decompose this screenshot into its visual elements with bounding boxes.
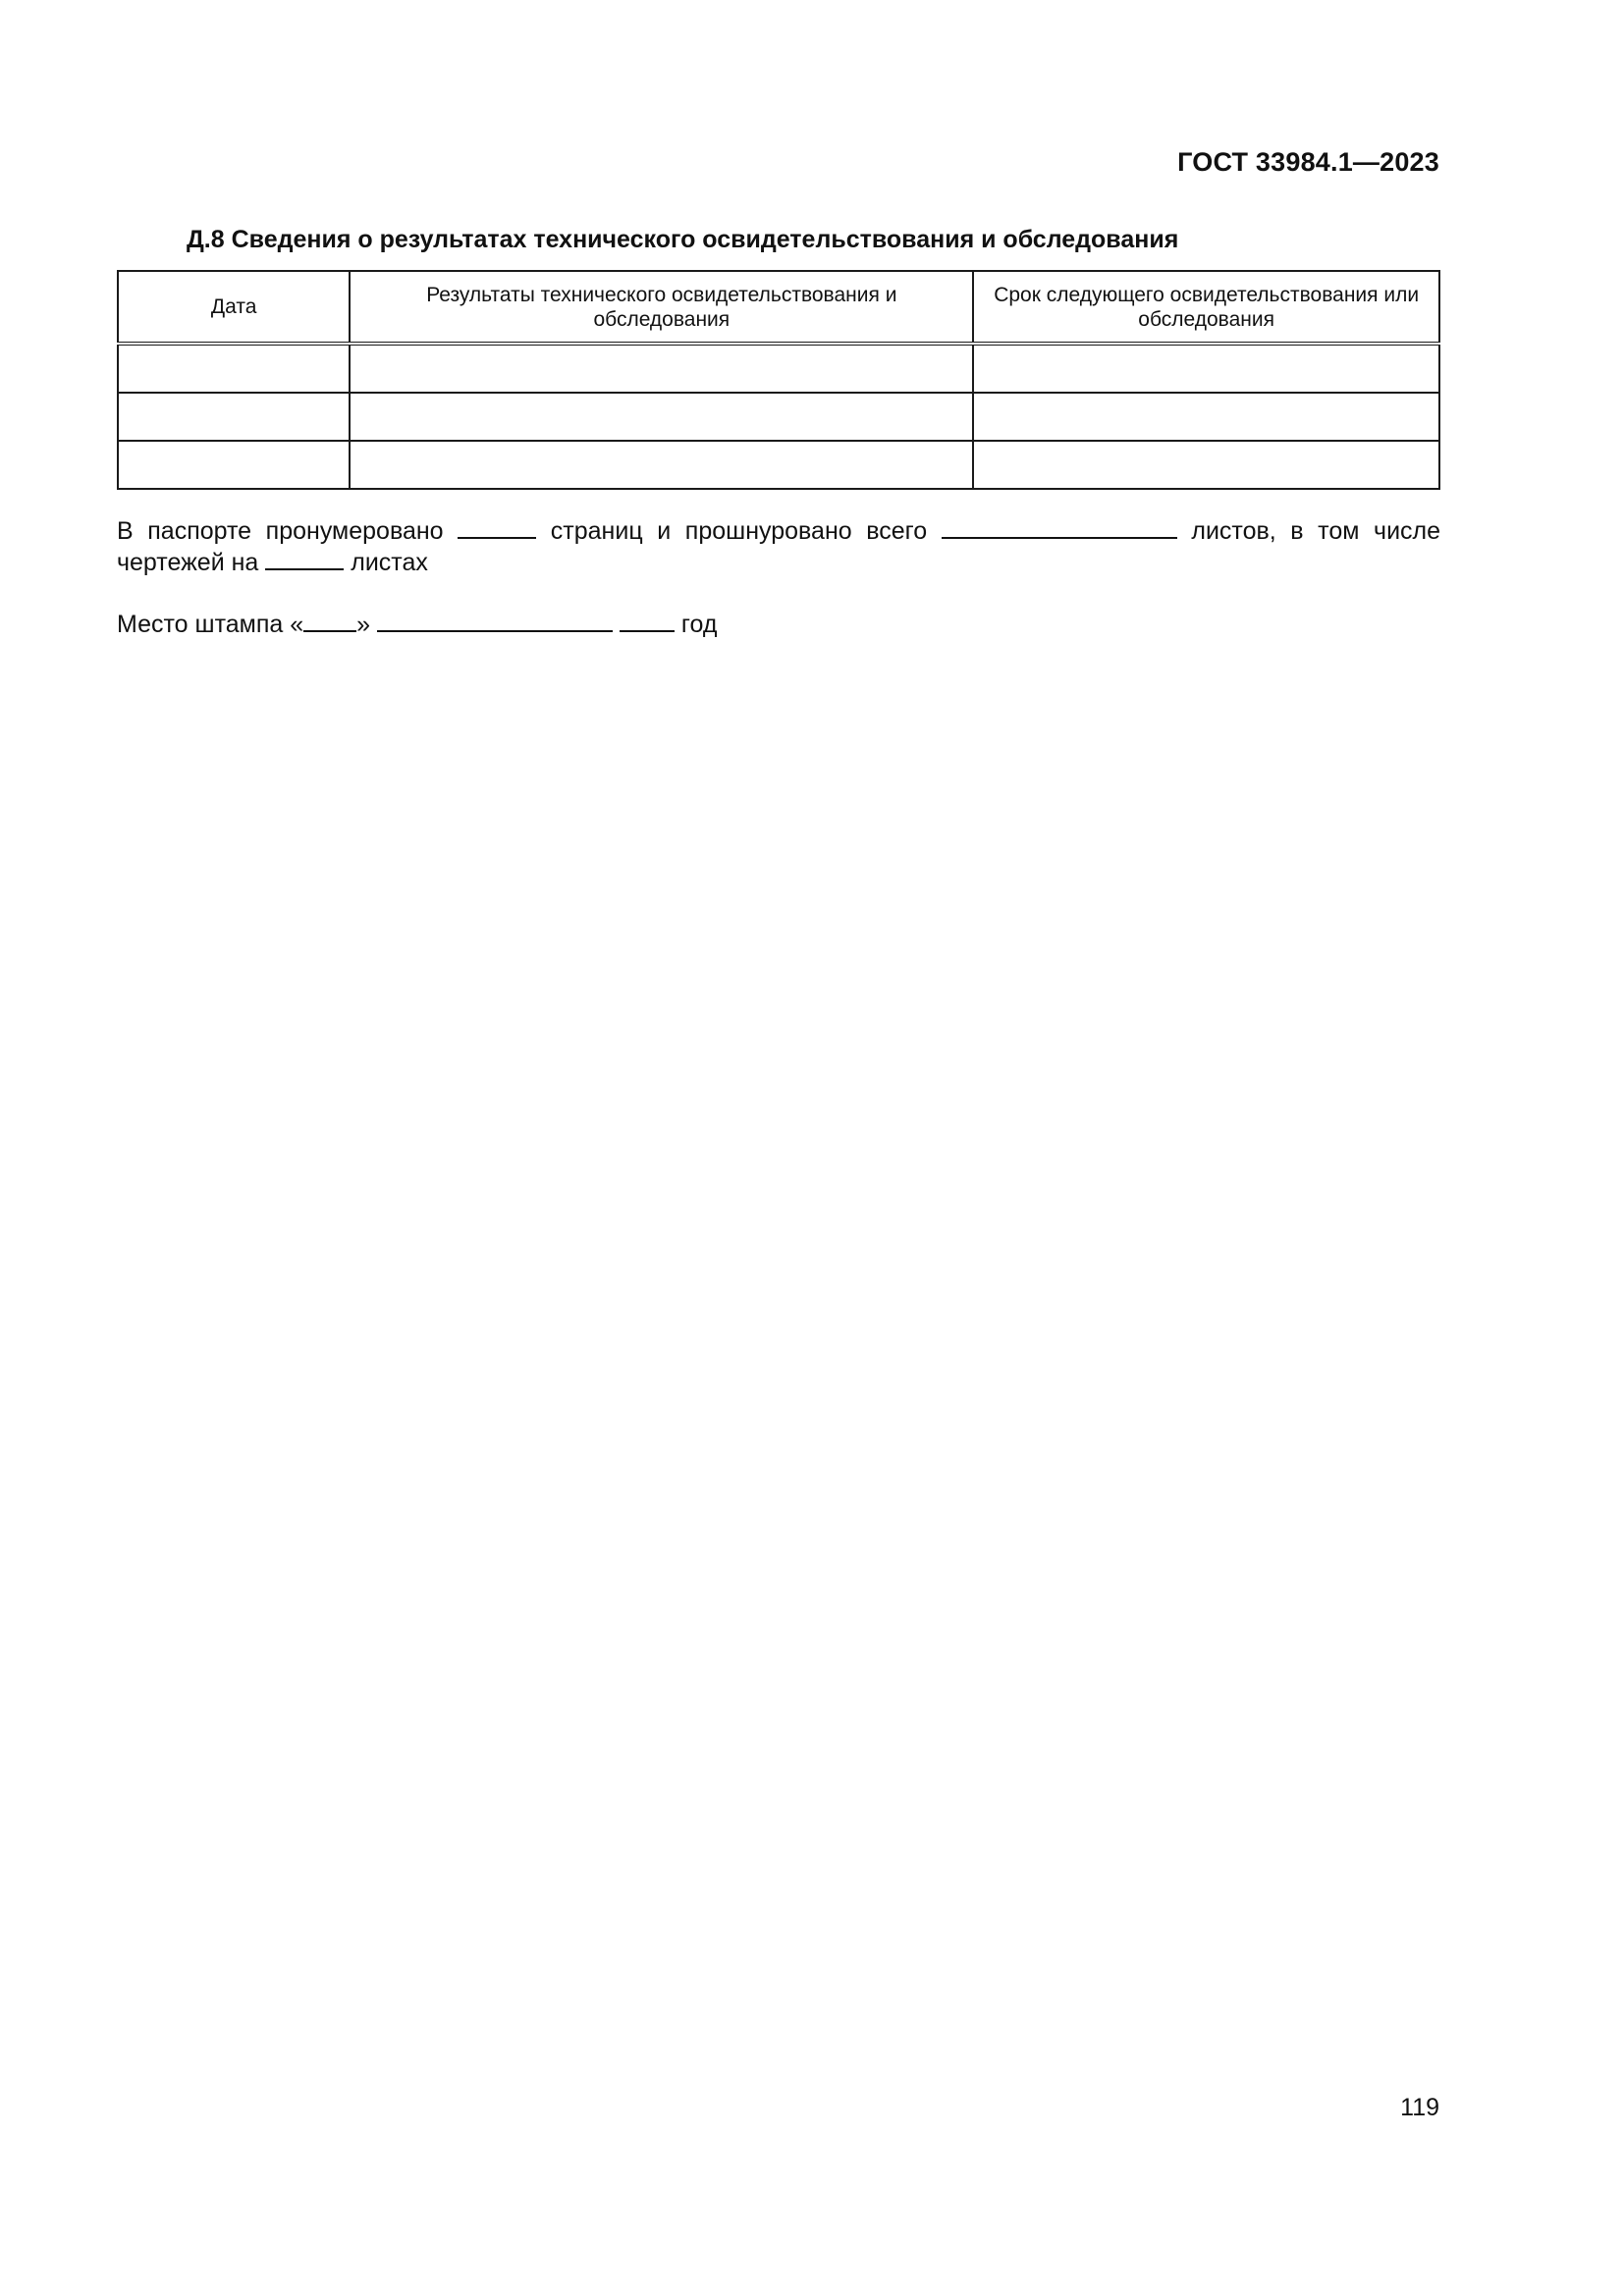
table-row <box>118 393 1439 441</box>
table-cell-next-term[interactable] <box>973 344 1439 393</box>
page-number: 119 <box>1400 2094 1439 2121</box>
day-blank[interactable] <box>303 609 356 632</box>
passport-numbering-note <box>117 515 1440 578</box>
table-cell-results[interactable] <box>350 393 973 441</box>
column-header-next-term: Срок следующего освидетельствования или обследования <box>973 271 1439 344</box>
note-text-pages-numbered: В паспорте пронумеровано <box>117 517 444 545</box>
stamp-prefix: Место штампа « <box>117 611 304 638</box>
table-row <box>118 441 1439 489</box>
column-header-date: Дата <box>118 271 350 344</box>
stamp-year-suffix: год <box>680 611 718 638</box>
month-blank[interactable] <box>377 609 613 632</box>
drawings-sheets-blank[interactable] <box>265 547 344 570</box>
table-cell-results[interactable] <box>350 344 973 393</box>
pages-count-blank[interactable] <box>458 515 536 539</box>
section-title: Д.8 Сведения о результатах технического освидетельствования и обследования <box>187 226 1179 253</box>
year-blank[interactable] <box>620 609 675 632</box>
note-text-drawings: листов, в том числе чертежей на <box>117 517 1441 576</box>
stamp-quote-close: » <box>356 611 371 638</box>
table-cell-date[interactable] <box>118 441 350 489</box>
note-text-sheets: листах <box>351 549 428 576</box>
table-cell-next-term[interactable] <box>973 441 1439 489</box>
table-cell-date[interactable] <box>118 393 350 441</box>
sheets-total-blank[interactable] <box>942 515 1177 539</box>
inspection-results-table <box>117 270 1440 490</box>
column-header-results: Результаты технического освидетельствования и обследования <box>350 271 973 344</box>
table-row <box>118 344 1439 393</box>
table-cell-results[interactable] <box>350 441 973 489</box>
standard-code: ГОСТ 33984.1—2023 <box>1177 147 1439 177</box>
note-text-laced: страниц и прошнуровано всего <box>550 517 928 545</box>
table-cell-date[interactable] <box>118 344 350 393</box>
table-header-row <box>118 271 1439 344</box>
table-cell-next-term[interactable] <box>973 393 1439 441</box>
stamp-place-line <box>117 609 1440 640</box>
